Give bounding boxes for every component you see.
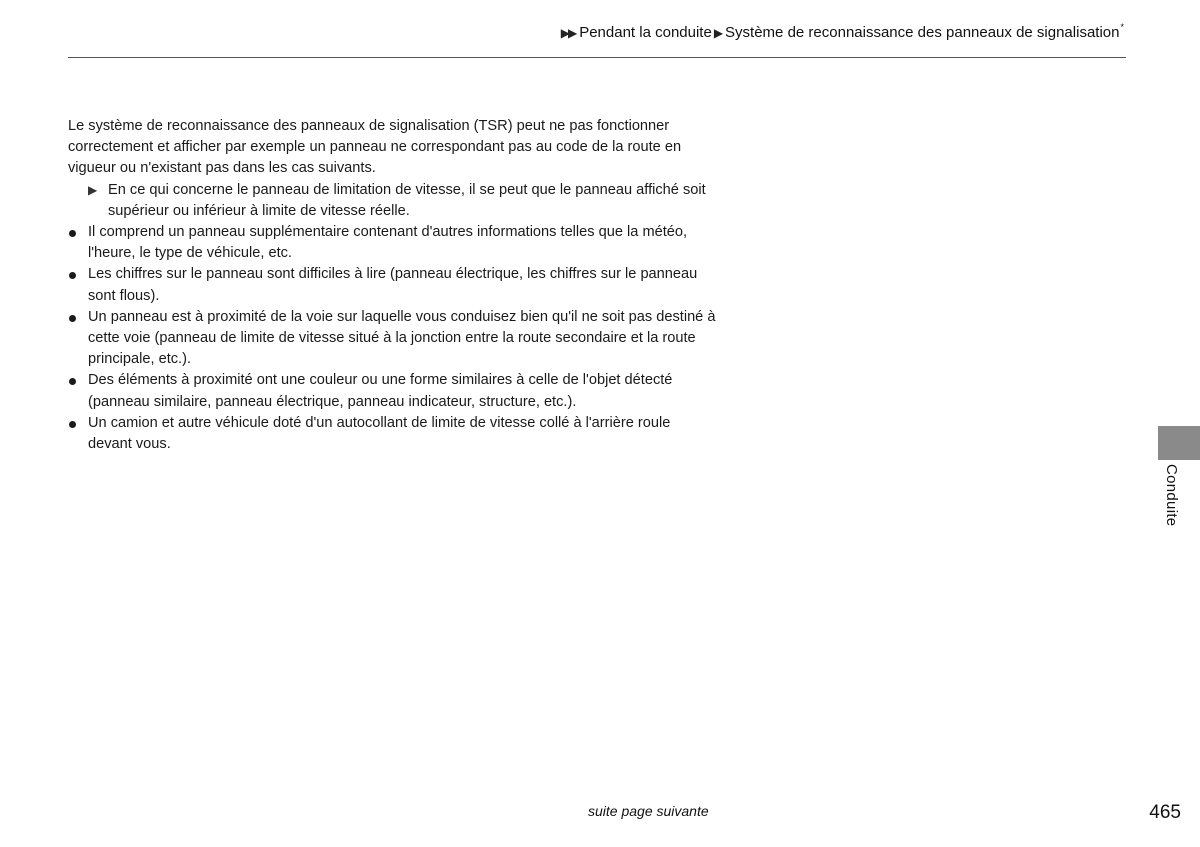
page-number: 465 [1149, 802, 1181, 823]
list-item [68, 413, 718, 455]
header-divider [68, 57, 1126, 58]
intro-paragraph: Le système de reconnaissance des panneaux de signalisation (TSR) peut ne pas fonctionner correctement et afficher par exemple un panneau ne correspondant pas au code de la route en vigueur ou n'existant pas dans les cas suivants. [68, 118, 682, 177]
list-item-text: Les chiffres sur le panneau sont difficiles à lire (panneau électrique, les chiffres sur le panneau sont flous). [88, 266, 698, 304]
bullet-icon [69, 230, 76, 237]
list-item [68, 222, 718, 264]
breadcrumb-section: Pendant la conduite [579, 24, 712, 41]
asterisk-marker: * [1120, 22, 1124, 32]
main-content [68, 116, 718, 455]
list-item-text: Des éléments à proximité ont une couleur ou une forme similaires à celle de l'objet détecté (panneau similaire, panneau électrique, panneau indicateur, structure, etc.). [88, 372, 673, 410]
bullet-icon [69, 315, 76, 322]
chapter-tab [1158, 426, 1200, 460]
conditions-list [68, 222, 718, 455]
list-item-text: Il comprend un panneau supplémentaire contenant d'autres informations telles que la météo, l'heure, le type de véhicule, etc. [88, 224, 688, 262]
chapter-label: Conduite [1163, 464, 1180, 527]
double-triangle-icon: ▶▶ [560, 26, 576, 40]
list-item-text: Un panneau est à proximité de la voie sur laquelle vous conduisez bien qu'il ne soit pas destiné à cette voie (panneau de limite de vitesse situé à la jonction entre la route secondaire et la route principale, etc.). [88, 308, 716, 368]
bullet-icon [69, 378, 76, 385]
note [68, 180, 718, 222]
bullet-icon [69, 421, 76, 428]
list-item [68, 307, 718, 371]
note-arrow-icon: ▶ [88, 182, 98, 197]
continued-note: suite page suivante [588, 803, 709, 819]
list-item-text: Un camion et autre véhicule doté d'un autocollant de limite de vitesse collé à l'arrière roule devant vous. [88, 414, 671, 453]
list-item [68, 264, 718, 306]
bullet-icon [69, 272, 76, 279]
note-text: En ce qui concerne le panneau de limitation de vitesse, il se peut que le panneau affiché soit supérieur ou inférieur à limite de vitesse réelle. [108, 181, 706, 219]
triangle-icon: ▶ [713, 26, 724, 40]
list-item [68, 370, 718, 412]
breadcrumb [561, 24, 1124, 41]
breadcrumb-subsection: Système de reconnaissance des panneaux de signalisation [725, 24, 1120, 41]
